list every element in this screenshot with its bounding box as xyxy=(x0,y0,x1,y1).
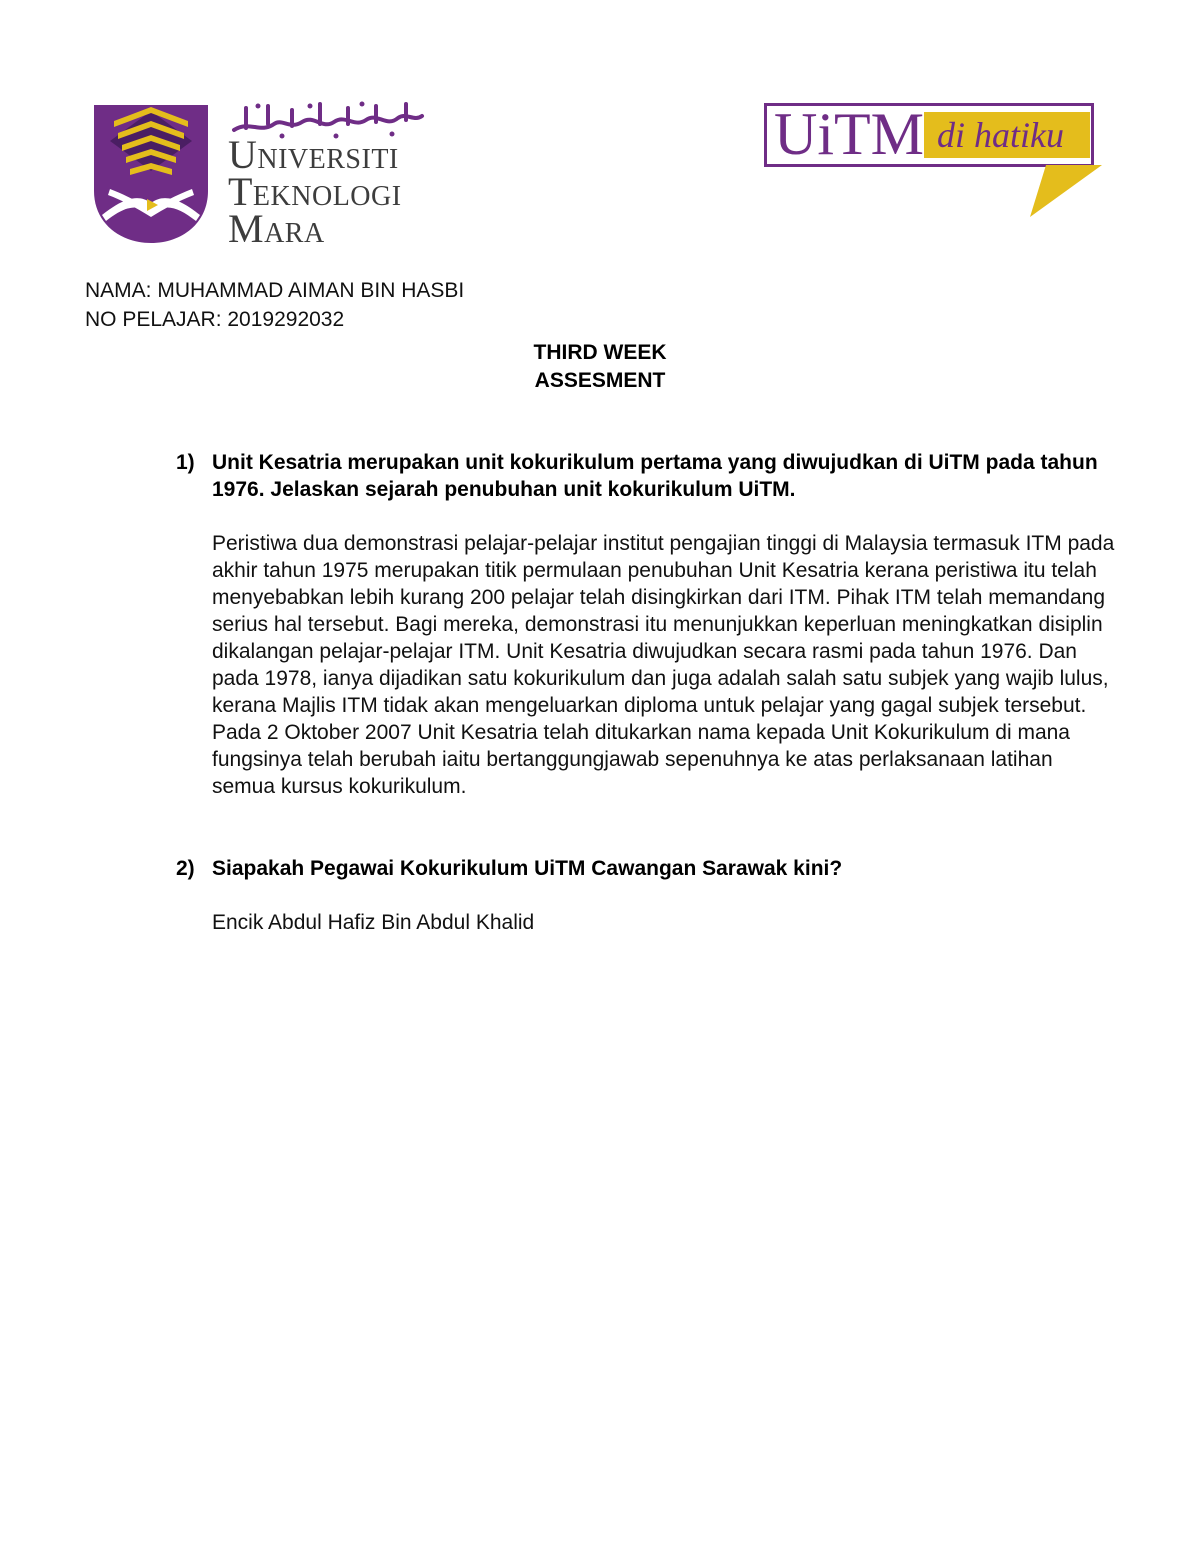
wordmark-line-2-text: Teknologi xyxy=(228,169,402,214)
hatiku-slogan: di hatiku xyxy=(937,115,1064,155)
question-block-2 xyxy=(176,855,1116,936)
uitm-crest-icon xyxy=(92,103,210,245)
student-name: NAMA: MUHAMMAD AIMAN BIN HASBI xyxy=(85,279,465,302)
uitm-logo xyxy=(92,100,437,250)
answer-text: Encik Abdul Hafiz Bin Abdul Khalid xyxy=(212,911,535,934)
title-line-2: ASSESMENT xyxy=(534,369,666,392)
uitm-di-hatiku-logo xyxy=(764,103,1102,215)
student-info xyxy=(85,276,464,334)
hatiku-brand: UiTM xyxy=(774,101,924,167)
question-block-1 xyxy=(176,449,1116,800)
wordmark-line-3-text: Mara xyxy=(228,206,325,251)
question-text: Siapakah Pegawai Kokurikulum UiTM Cawangan Sarawak kini? xyxy=(212,857,843,880)
speech-tail-icon xyxy=(1026,165,1102,217)
wordmark-line-3 xyxy=(228,206,402,251)
student-id: NO PELAJAR: 2019292032 xyxy=(85,308,345,331)
wordmark-line-1-text: Universiti xyxy=(228,132,399,177)
wordmark-line-2 xyxy=(228,169,402,214)
document-title xyxy=(0,339,1200,395)
title-line-1: THIRD WEEK xyxy=(533,341,667,364)
wordmark-line-1 xyxy=(228,132,402,177)
question-text: Unit Kesatria merupakan unit kokurikulum pertama yang diwujudkan di UiTM pada tahun 1976. Jelaskan sejarah penubuhan unit kokurikulum UiTM. xyxy=(212,451,1098,501)
university-wordmark xyxy=(228,132,402,251)
question-number: 2) xyxy=(176,857,195,880)
answer-text: Peristiwa dua demonstrasi pelajar-pelajar institut pengajian tinggi di Malaysia termasuk ITM pada akhir tahun 1975 merupakan titik permulaan penubuhan Unit Kesatria kerana peristiwa itu telah menyebabkan lebih kurang 200 pelajar telah disingkirkan dari ITM. Pihak ITM telah memandang serius hal tersebut. Bagi mereka, demonstrasi itu menunjukkan keperluan meningkatkan disiplin dikalangan pelajar-pelajar ITM. Unit Kesatria diwujudkan secara rasmi pada tahun 1976. Dan pada 1978, ianya dijadikan satu kokurikulum dan juga adalah salah satu subjek yang wajib lulus, kerana Majlis ITM tidak akan mengeluarkan diploma untuk pelajar yang gagal subjek tersebut. Pada 2 Oktober 2007 Unit Kesatria telah ditukarkan nama kepada Unit Kokurikulum di mana fungsinya telah berubah iaitu bertanggungjawab sepenuhnya ke atas perlaksanaan latihan semua kursus kokurikulum. xyxy=(212,532,1115,798)
question-number: 1) xyxy=(176,451,195,474)
